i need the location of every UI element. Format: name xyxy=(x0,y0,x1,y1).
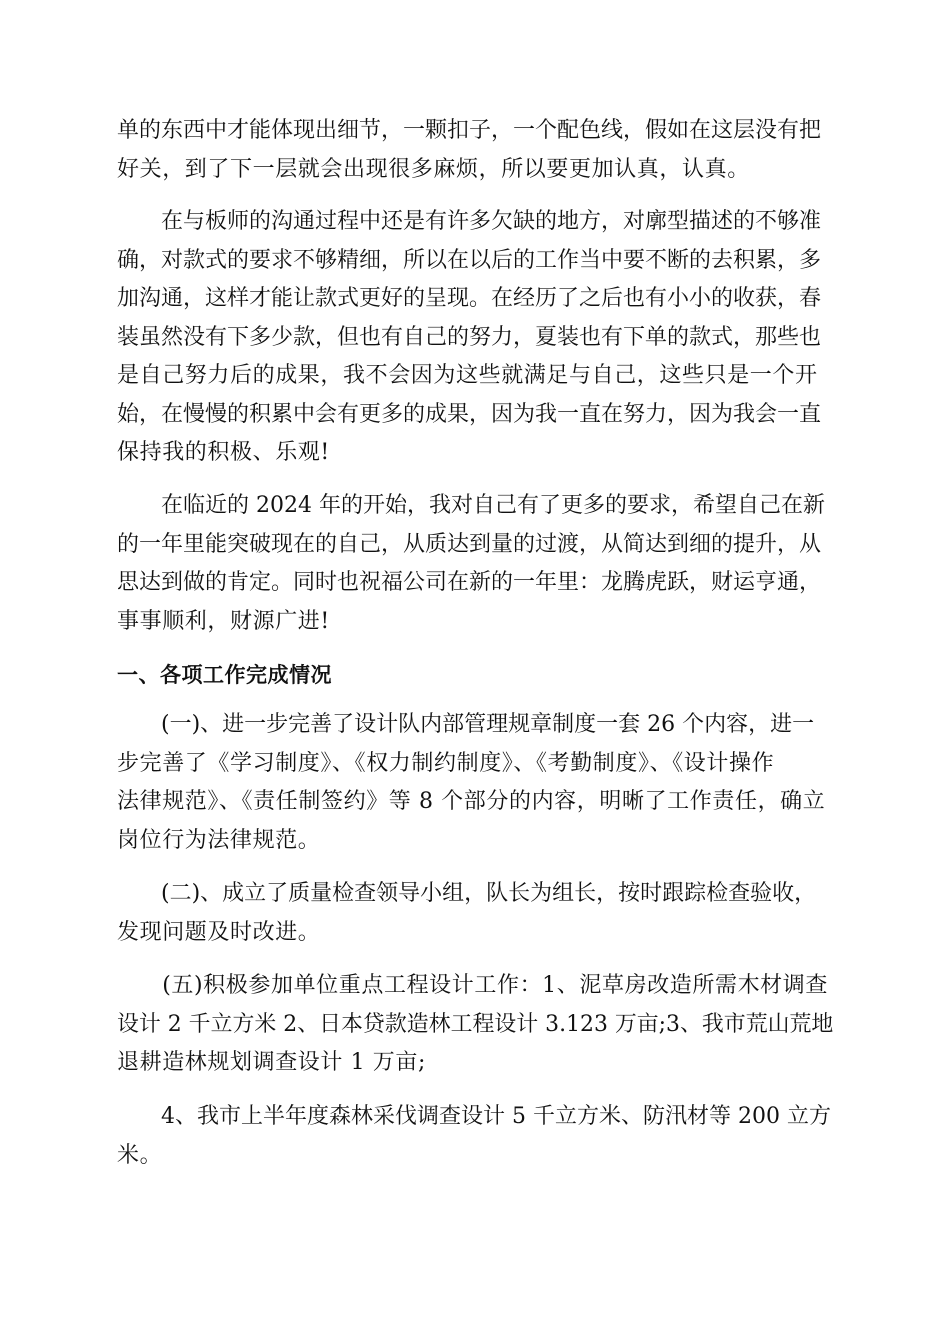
text-line: 好关，到了下一层就会出现很多麻烦，所以要更加认真，认真。 xyxy=(117,156,750,182)
text-line: 米。 xyxy=(117,1142,163,1168)
text-line: 在与板师的沟通过程中还是有许多欠缺的地方，对廓型描述的不够准 xyxy=(117,209,822,234)
text-line: 岗位行为法律规范。 xyxy=(117,827,321,853)
text-line: 加沟通，这样才能让款式更好的呈现。在经历了之后也有小小的收获，春 xyxy=(117,286,822,311)
text-line: 设计 2 千立方米 2、日本贷款造林工程设计 3.123 万亩;3、我市荒山荒地 xyxy=(117,1011,834,1037)
section-item-1 xyxy=(117,706,833,860)
section-item-4 xyxy=(117,1098,833,1175)
text-line: 的一年里能突破现在的自己，从质达到量的过渡，从简达到细的提升，从 xyxy=(117,531,822,557)
text-line: 步完善了《学习制度》、《权力制约制度》、《考勤制度》、《设计操作 xyxy=(117,750,775,776)
text-line: 发现问题及时改进。 xyxy=(117,919,321,945)
paragraph-communication xyxy=(117,203,833,473)
text-line: 退耕造林规划调查设计 1 万亩; xyxy=(117,1050,426,1075)
text-line: (一)、进一步完善了设计队内部管理规章制度一套 26 个内容，进一 xyxy=(117,712,815,737)
text-line: 保持我的积极、乐观! xyxy=(117,440,330,465)
text-line: 思达到做的肯定。同时也祝福公司在新的一年里：龙腾虎跃，财运亨通， xyxy=(117,570,822,595)
text-line: (五)积极参加单位重点工程设计工作：1、泥草房改造所需木材调查 xyxy=(117,973,828,998)
section-item-2 xyxy=(117,875,833,952)
text-line: 在临近的 2024 年的开始，我对自己有了更多的要求，希望自己在新 xyxy=(117,493,825,518)
text-line: (二)、成立了质量检查领导小组，队长为组长，按时跟踪检查验收， xyxy=(117,881,817,906)
text-line: 始，在慢慢的积累中会有更多的成果，因为我一直在努力，因为我会一直 xyxy=(117,401,822,427)
paragraph-continued xyxy=(117,112,833,189)
paragraph-new-year xyxy=(117,487,833,641)
text-line: 事事顺利，财源广进! xyxy=(117,608,330,634)
text-line: 确，对款式的要求不够精细，所以在以后的工作当中要不断的去积累，多 xyxy=(117,247,822,273)
text-line: 法律规范》、《责任制签约》等 8 个部分的内容，明晰了工作责任，确立 xyxy=(117,789,826,814)
text-line: 装虽然没有下多少款，但也有自己的努力，夏装也有下单的款式，那些也 xyxy=(117,324,822,350)
section-item-5 xyxy=(117,967,833,1083)
text-line: 单的东西中才能体现出细节，一颗扣子，一个配色线，假如在这层没有把 xyxy=(117,118,822,143)
section-heading: 一、各项工作完成情况 xyxy=(117,663,332,687)
text-line: 是自己努力后的成果，我不会因为这些就满足与自己，这些只是一个开 xyxy=(117,363,818,388)
text-line: 4、我市上半年度森林采伐调查设计 5 千立方米、防汛材等 200 立方 xyxy=(117,1104,831,1129)
